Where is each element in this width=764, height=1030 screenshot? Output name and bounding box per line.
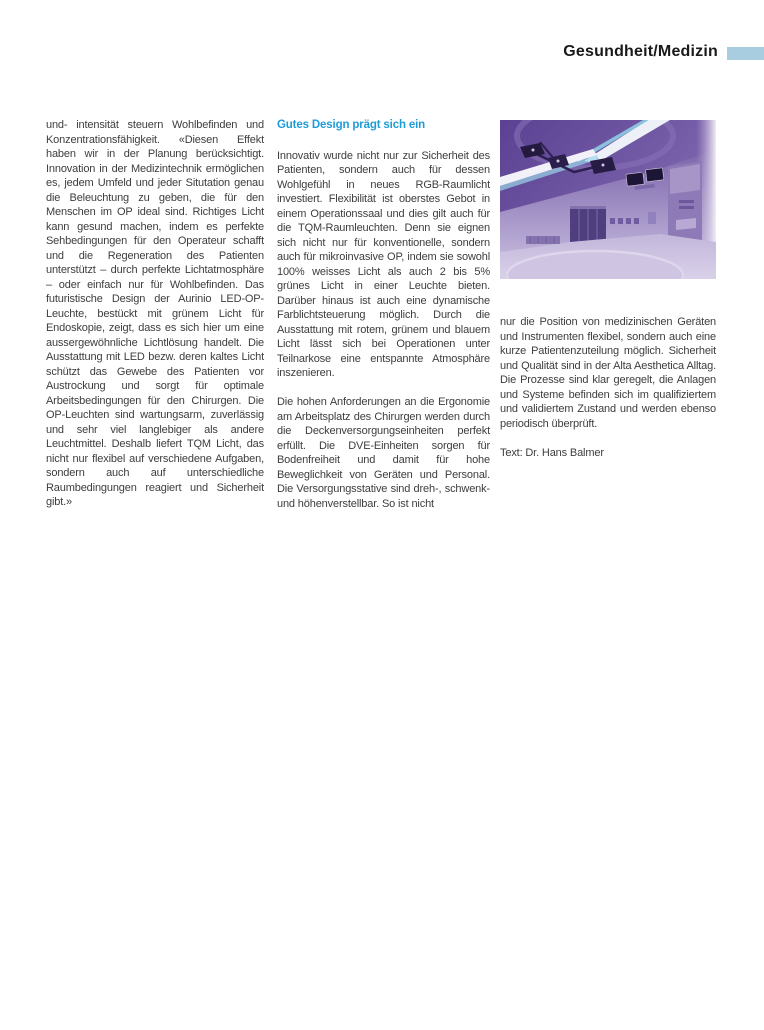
- article-paragraph: Innovativ wurde nicht nur zur Sicherheit des Patienten, sondern auch für dessen Wohlgefühl in neues RGB-Raumlicht investiert. Flexibilität ist oberstes Gebot in einem Operationssaal und dies gilt auch für die TQM-Raumleuchten. Denn sie eignen sich nicht nur für konventionelle, sondern auch für mikroinvasive OP, indem sie sowohl 100% weisses Licht als auch 2 bis 5% grünes Licht in einer Leuchte bieten. Darüber hinaus ist auch eine dynamische Farblichtsteuerung möglich. Durch die Ausstattung mit rotem, grünem und blauem Licht lässt sich bei Operationen unter Teilnarkose eine entspannte Atmosphäre inszenieren.: [277, 149, 490, 379]
- article-paragraph: Die hohen Anforderungen an die Ergonomie am Arbeitsplatz des Chirurgen werden durch die Deckenversorgungseinheiten perfekt erfüllt. Die DVE-Einheiten sorgen für Bodenfreiheit und damit für hohe Beweglichkeit von Geräten und Personal. Die Versorgungsstative sind dreh-, schwenk- und höhenverstellbar. So ist nicht: [277, 396, 490, 510]
- article-subheading: Gutes Design prägt sich ein: [277, 119, 426, 131]
- article-paragraph: und- intensität steuern Wohlbefinden und Konzentrationsfähigkeit. «Diesen Effekt haben wir in der Planung berücksichtigt. Innovation in der Medizintechnik ermöglichen es, jedem Umfeld und jeder Situtation genau die Beleuchtung zu geben, die für den Menschen im OP ideal sind. Richtiges Licht kann gesund machen, indem es perfekte Sehbedingungen für den Operateur schafft und die Regeneration des Patienten unterstützt – durch perfekte Lichtatmosphäre – oder einfach nur für Wohlbefinden. Das futuristische Design der Aurinio LED-OP-Leuchte, bestückt mit grünem Licht für Endoskopie, zeigt, dass es sich hier um eine aussergewöhnliche Lichtlösung handelt. Die Ausstattung mit LED bezw. deren kaltes Licht schützt das Gewebe des Patienten vor Austrockung und sorgt für optimale Arbeitsbedingungen für den Chirurgen. Die OP-Leuchten sind wartungsarm, zuverlässig und sehr viel langlebiger als andere Leuchtmittel. Deshalb liefert TQM Licht, das nicht nur flexibel auf verschiedene Aufgaben, sondern auch auf unterschiedliche Raumbedingungen reagiert und Sicherheit gibt.»: [46, 119, 264, 508]
- article-column-1: [46, 118, 264, 510]
- article-paragraph: nur die Position von medizinischen Geräten und Instrumenten flexibel, sondern auch eine kurze Patientenzuteilung möglich. Sicherheit und Qualität sind in der Alta Aesthetica Alltag. Die Prozesse sind klar geregelt, die Anlagen und Systeme befinden sich im qualifiziertem und validiertem Zustand und werden ebenso periodisch überprüft.: [500, 316, 716, 430]
- author-credit: Text: Dr. Hans Balmer: [500, 446, 604, 459]
- operating-room-photo: [500, 120, 716, 279]
- article-column-2: [277, 118, 490, 511]
- section-title: Gesundheit/Medizin: [563, 43, 718, 60]
- article-column-3: [500, 120, 716, 460]
- accent-bar: [727, 47, 764, 60]
